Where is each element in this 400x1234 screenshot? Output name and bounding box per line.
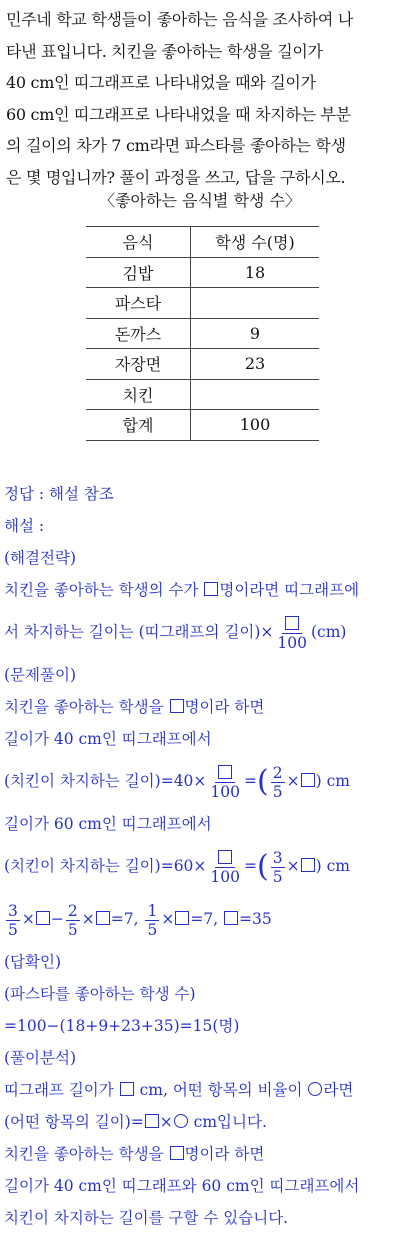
blank-circle-icon: [174, 1114, 188, 1128]
question-line: 타낸 표입니다. 치킨을 좋아하는 학생을 길이가: [6, 41, 323, 61]
check-line-1: (파스타를 좋아하는 학생 수): [4, 985, 196, 1003]
analysis-line-3: 치킨을 좋아하는 학생을 명이라 하면: [4, 1145, 265, 1163]
cell-food: 치킨: [86, 379, 191, 410]
cell-count: 23: [191, 349, 320, 380]
blank-box-icon: [218, 765, 232, 779]
analysis-line-4: 길이가 40 cm인 띠그래프와 60 cm인 띠그래프에서: [4, 1177, 360, 1195]
blank-circle-icon: [308, 1082, 322, 1096]
solve-line-5: (치킨이 차지하는 길이)=60× 100 =( $\frac{3}{5}$ × ) cm: [4, 848, 350, 886]
blank-box-icon: [301, 773, 315, 787]
question-line: 의 길이의 차가 7 cm라면 파스타를 좋아하는 학생: [6, 136, 346, 155]
blank-box-icon: [36, 911, 50, 925]
analysis-line-2: (어떤 항목의 길이)= × cm입니다.: [4, 1113, 267, 1131]
blank-box-icon: [224, 911, 238, 925]
strategy-line-2: 서 차지하는 길이는 (띠그래프의 길이)× 100 (cm): [4, 606, 396, 659]
table-row: [86, 318, 319, 349]
question-line: 민주네 학교 학생들이 좋아하는 음식을 조사하여 나: [6, 10, 353, 29]
analysis-line-1: 띠그래프 길이가 cm, 어떤 항목의 비율이 라면: [4, 1081, 354, 1099]
cell-count: 9: [191, 318, 320, 349]
solve-line-6: $\frac{3}{5}$ × − $\frac{2}{5}$ × =7, $\frac{1}{5}$ × =7, =35: [8, 901, 272, 939]
food-table: [86, 226, 319, 441]
cell-count: [191, 288, 320, 319]
solve-heading: (문제풀이): [4, 666, 76, 684]
cell-food: 김밥: [86, 257, 191, 288]
table-row: [86, 257, 319, 288]
answer-line: 정답 : 해설 참조: [4, 485, 114, 503]
question-line: 40 cm인 띠그래프로 나타내었을 때와 길이가: [6, 73, 316, 92]
strategy-heading: (해결전략): [4, 549, 76, 567]
blank-box-icon: [301, 858, 315, 872]
blank-box-icon: [170, 1146, 184, 1160]
cell-count: [191, 379, 320, 410]
question-line: 은 몇 명입니까? 풀이 과정을 쓰고, 답을 구하시오.: [6, 167, 346, 187]
solve-line-4: 길이가 60 cm인 띠그래프에서: [4, 815, 212, 833]
solve-line-3: (치킨이 차지하는 길이)=40× 100 =( $\frac{2}{5}$ × ) cm: [4, 763, 350, 801]
cell-food: 돈까스: [86, 318, 191, 349]
analysis-line-5: 치킨이 차지하는 길이를 구할 수 있습니다.: [4, 1209, 289, 1227]
fraction: $\frac{2}{5}$: [67, 901, 78, 939]
fraction: $\frac{2}{5}$: [272, 763, 283, 801]
table-caption: 〈좋아하는 음식별 학생 수〉: [99, 191, 301, 210]
question-line: 60 cm인 띠그래프로 나타내었을 때 차지하는 부분: [6, 104, 351, 124]
analysis-heading: (풀이분석): [4, 1049, 76, 1067]
solve-line-1: 치킨을 좋아하는 학생을 명이라 하면: [4, 698, 265, 716]
cell-food: 자장면: [86, 349, 191, 380]
blank-box-icon: [170, 699, 184, 713]
question-text: [6, 4, 396, 193]
header-count: 학생 수(명): [191, 227, 320, 258]
check-line-2: =100−(18+9+23+35)=15(명): [4, 1017, 240, 1035]
blank-box-icon: [145, 1114, 159, 1128]
cell-food: 합계: [86, 410, 191, 441]
blank-box-icon: [96, 911, 110, 925]
blank-box-icon: [204, 582, 218, 596]
fraction: 100: [275, 615, 309, 652]
table-row: [86, 379, 319, 410]
fraction: $\frac{3}{5}$: [8, 901, 18, 939]
blank-box-icon: [120, 1082, 134, 1096]
blank-box-icon: [285, 616, 299, 630]
strategy-line-1: 치킨을 좋아하는 학생의 수가 명이라면 띠그래프에: [4, 581, 360, 599]
solution: [4, 478, 396, 1234]
fraction: 100: [208, 764, 242, 801]
header-food: 음식: [86, 227, 191, 258]
fraction: $\frac{1}{5}$: [147, 901, 158, 939]
solve-line-2: 길이가 40 cm인 띠그래프에서: [4, 730, 212, 748]
table-row: [86, 288, 319, 319]
blank-box-icon: [175, 911, 189, 925]
table-header-row: [86, 227, 319, 258]
table-row: [86, 410, 319, 441]
blank-box-icon: [218, 850, 232, 864]
cell-food: 파스타: [86, 288, 191, 319]
check-heading: (답확인): [4, 953, 62, 971]
explain-heading: 해설 :: [4, 517, 45, 535]
table-row: [86, 349, 319, 380]
fraction: $\frac{3}{5}$: [272, 848, 283, 886]
cell-count: 18: [191, 257, 320, 288]
cell-count: 100: [191, 410, 320, 441]
fraction: 100: [208, 849, 242, 886]
